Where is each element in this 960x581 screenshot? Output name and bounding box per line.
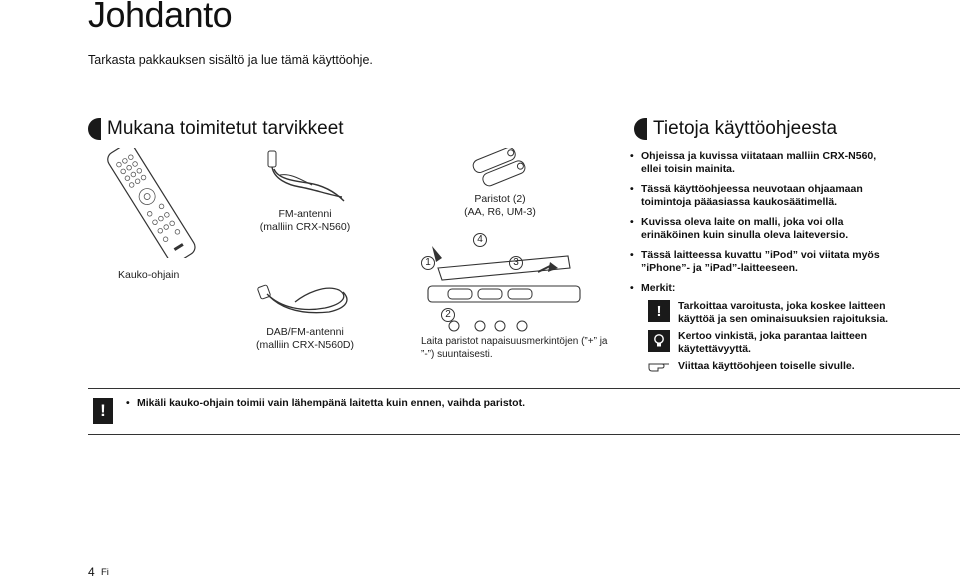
accessories-heading-text: Mukana toimitetut tarvikkeet — [107, 118, 344, 139]
mark-text-line: Viittaa käyttöohjeen toiselle sivulle. — [678, 360, 855, 372]
bottom-note-text: • Mikäli kauko-ohjain toimii vain lähempänä laitetta kuin ennen, vaihda paristot. — [126, 397, 525, 410]
manual-info-heading-text: Tietoja käyttöohjeesta — [653, 118, 838, 139]
batteries-type: (AA, R6, UM-3) — [464, 206, 536, 218]
list-item-line: ellei toisin mainita. — [641, 163, 735, 175]
fm-antenna-model: (malliin CRX-N560) — [259, 221, 351, 233]
mark-warning-text — [678, 300, 888, 326]
step-3-marker: 3 — [509, 256, 523, 270]
mark-reference-text — [678, 360, 855, 373]
list-item-line: toimintoja pääasiassa kaukosäätimellä. — [641, 196, 838, 208]
battery-note — [421, 335, 607, 361]
intro-text: Tarkasta pakkauksen sisältö ja lue tämä käyttöohje. — [88, 53, 373, 67]
list-item-line: ”iPhone”- ja ”iPad”-laitteeseen. — [641, 262, 798, 274]
mark-tip — [648, 330, 950, 356]
manual-info-list — [630, 150, 950, 376]
list-item — [630, 216, 950, 242]
section-marker-icon — [634, 118, 647, 140]
list-item-line: • Tässä laitteessa kuvattu ”iPod” voi viitata myös — [641, 249, 880, 261]
mark-text-line: käyttöä ja sen ominaisuuksien rajoituksia. — [678, 313, 889, 325]
section-marker-icon — [88, 118, 101, 140]
fm-antenna-name: FM-antenni — [278, 208, 332, 220]
marks-label: • Merkit: — [630, 282, 950, 295]
step-4-marker: 4 — [473, 233, 487, 247]
list-item-line: • Kuvissa oleva laite on malli, joka voi olla — [641, 216, 844, 228]
page-language: Fi — [101, 567, 109, 578]
page-number: 4 — [88, 565, 95, 579]
battery-note-line-1: Laita paristot napaisuusmerkintöjen (”+” ja — [421, 336, 608, 347]
fm-antenna-image — [260, 145, 350, 205]
list-item-line: erinäköinen kuin sinulla oleva laiteversio. — [641, 229, 849, 241]
lightbulb-icon — [648, 330, 670, 352]
mark-text-line: käytettävyyttä. — [678, 343, 751, 355]
list-item — [630, 249, 950, 275]
list-item-line: • Ohjeissa ja kuvissa viitataan malliin CRX-N560, — [641, 150, 877, 162]
page-title: Johdanto — [88, 0, 233, 35]
list-item — [630, 150, 950, 176]
batteries-caption — [455, 193, 545, 219]
step-1-marker: 1 — [421, 256, 435, 270]
list-item-line: • Tässä käyttöohjeessa neuvotaan ohjaamaan — [641, 183, 863, 195]
dab-antenna-name: DAB/FM-antenni — [266, 326, 344, 338]
dab-antenna-image — [255, 268, 355, 318]
warning-icon: ! — [93, 398, 113, 424]
batteries-count: Paristot (2) — [474, 193, 526, 205]
dab-antenna-model: (malliin CRX-N560D) — [255, 339, 355, 351]
pointing-hand-icon — [648, 360, 670, 376]
remote-control-image — [100, 148, 200, 258]
fm-antenna-caption — [255, 208, 355, 234]
mark-reference — [648, 360, 950, 376]
manual-info-heading — [634, 118, 837, 140]
bottom-note — [88, 388, 960, 435]
warning-icon: ! — [648, 300, 670, 322]
step-2-marker: 2 — [441, 308, 455, 322]
battery-note-line-2: ”-”) suuntaisesti. — [421, 349, 493, 360]
mark-warning — [648, 300, 950, 326]
dab-antenna-caption — [250, 326, 360, 352]
accessories-heading — [88, 118, 344, 140]
mark-text-line: Kertoo vinkistä, joka parantaa laitteen — [678, 330, 868, 342]
remote-label: Kauko-ohjain — [118, 269, 180, 281]
batteries-image — [470, 148, 530, 190]
list-item — [630, 183, 950, 209]
mark-text-line: Tarkoittaa varoitusta, joka koskee laitteen — [678, 300, 886, 312]
mark-tip-text — [678, 330, 867, 356]
